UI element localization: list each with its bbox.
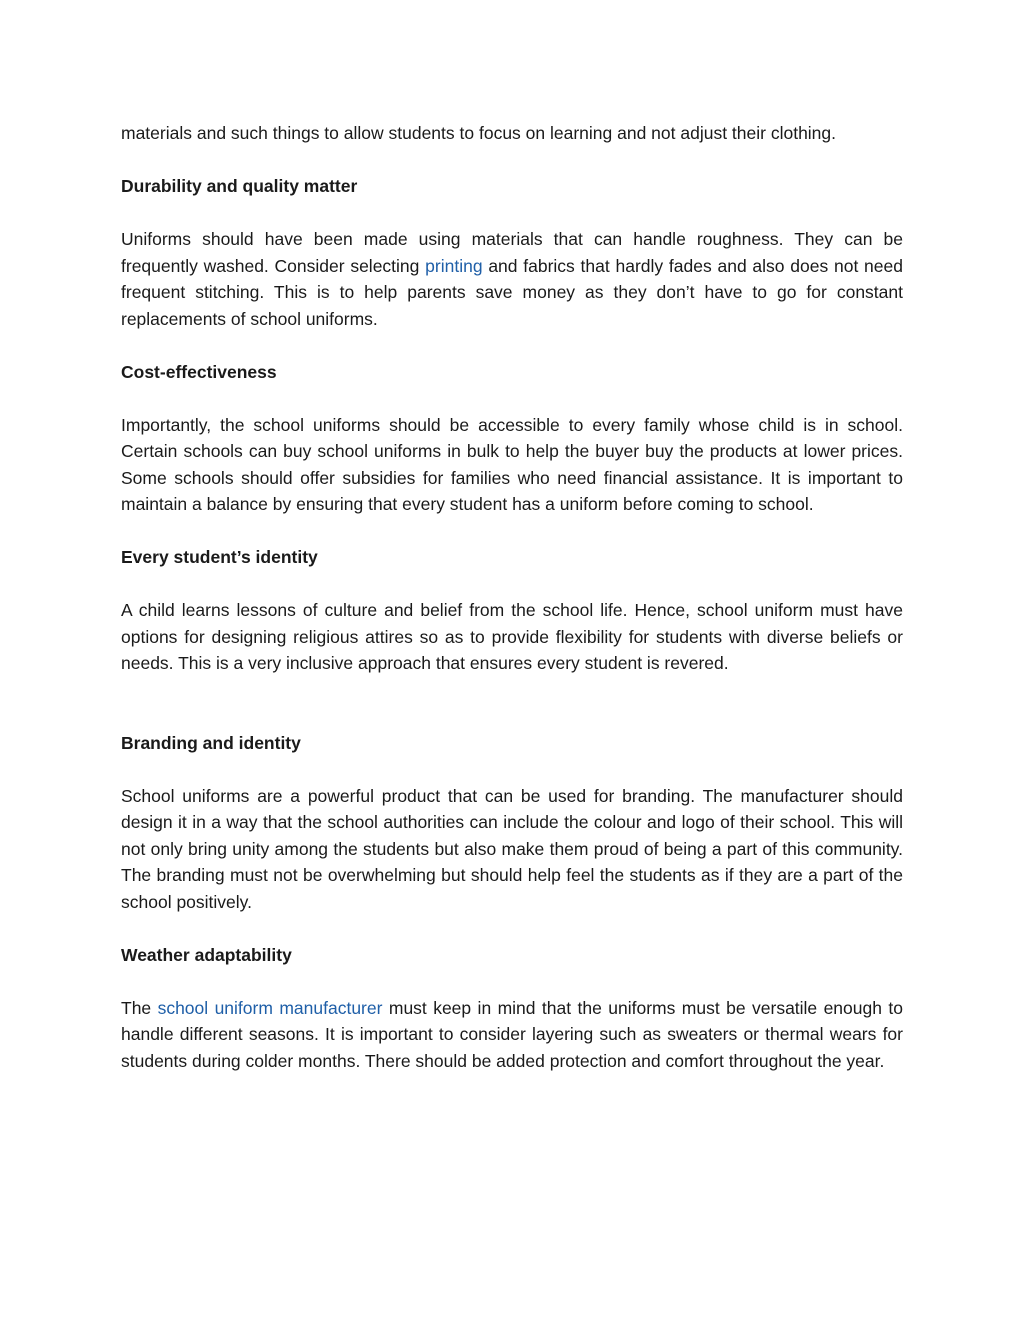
- section-body-identity: A child learns lessons of culture and belief from the school life. Hence, school uniform must have options for designing religious attires so as to provide flexibility for students with diverse beliefs or needs. This is a very inclusive approach that ensures every student is revered.: [121, 600, 903, 673]
- body-text: and fabrics that hardly fades and also does not need frequent stitching. This is to help parents save money as they don’t have to go for constant replacements of school uniforms.: [121, 255, 903, 329]
- section-heading-identity: Every student’s identity: [121, 547, 318, 567]
- section-heading-branding: Branding and identity: [121, 732, 301, 753]
- body-text: must keep in mind that the uniforms must be versatile enough to handle different seasons. It is important to consider layering such as sweaters or thermal wears for students during colder months. There should be added protection and comfort throughout the year.: [121, 997, 903, 1071]
- intro-paragraph: materials and such things to allow students to focus on learning and not adjust their clothing.: [121, 123, 837, 143]
- blank-line: [121, 703, 903, 730]
- body-text: The: [121, 997, 158, 1018]
- section-heading-durability: Durability and quality matter: [121, 176, 358, 196]
- section-heading-weather: Weather adaptability: [121, 944, 292, 965]
- section-body-cost: Importantly, the school uniforms should be accessible to every family whose child is in school. Certain schools can buy school uniforms in bulk to help the buyer buy the products at lower prices. Some schools should offer subsidies for families who need financial assistance. It is important to maintain a balance by ensuring that every student has a uniform before coming to school.: [121, 414, 903, 514]
- school-uniform-manufacturer-link[interactable]: school uniform manufacturer: [157, 997, 383, 1018]
- section-body-durability: [121, 226, 903, 332]
- section-body-branding: School uniforms are a powerful product that can be used for branding. The manufacturer should design it in a way that the school authorities can include the colour and logo of their school. This will not only bring unity among the students but also make them proud of being a part of this community. The branding must not be overwhelming but should help feel the students as if they are a part of the school positively.: [121, 785, 903, 912]
- section-body-weather: [121, 995, 903, 1075]
- printing-link[interactable]: printing: [425, 255, 483, 276]
- body-text: Uniforms should have been made using materials that can handle roughness. They can be frequently washed. Consider selecting: [121, 229, 903, 276]
- section-heading-cost: Cost-effectiveness: [121, 361, 277, 382]
- document-body: [121, 120, 903, 1101]
